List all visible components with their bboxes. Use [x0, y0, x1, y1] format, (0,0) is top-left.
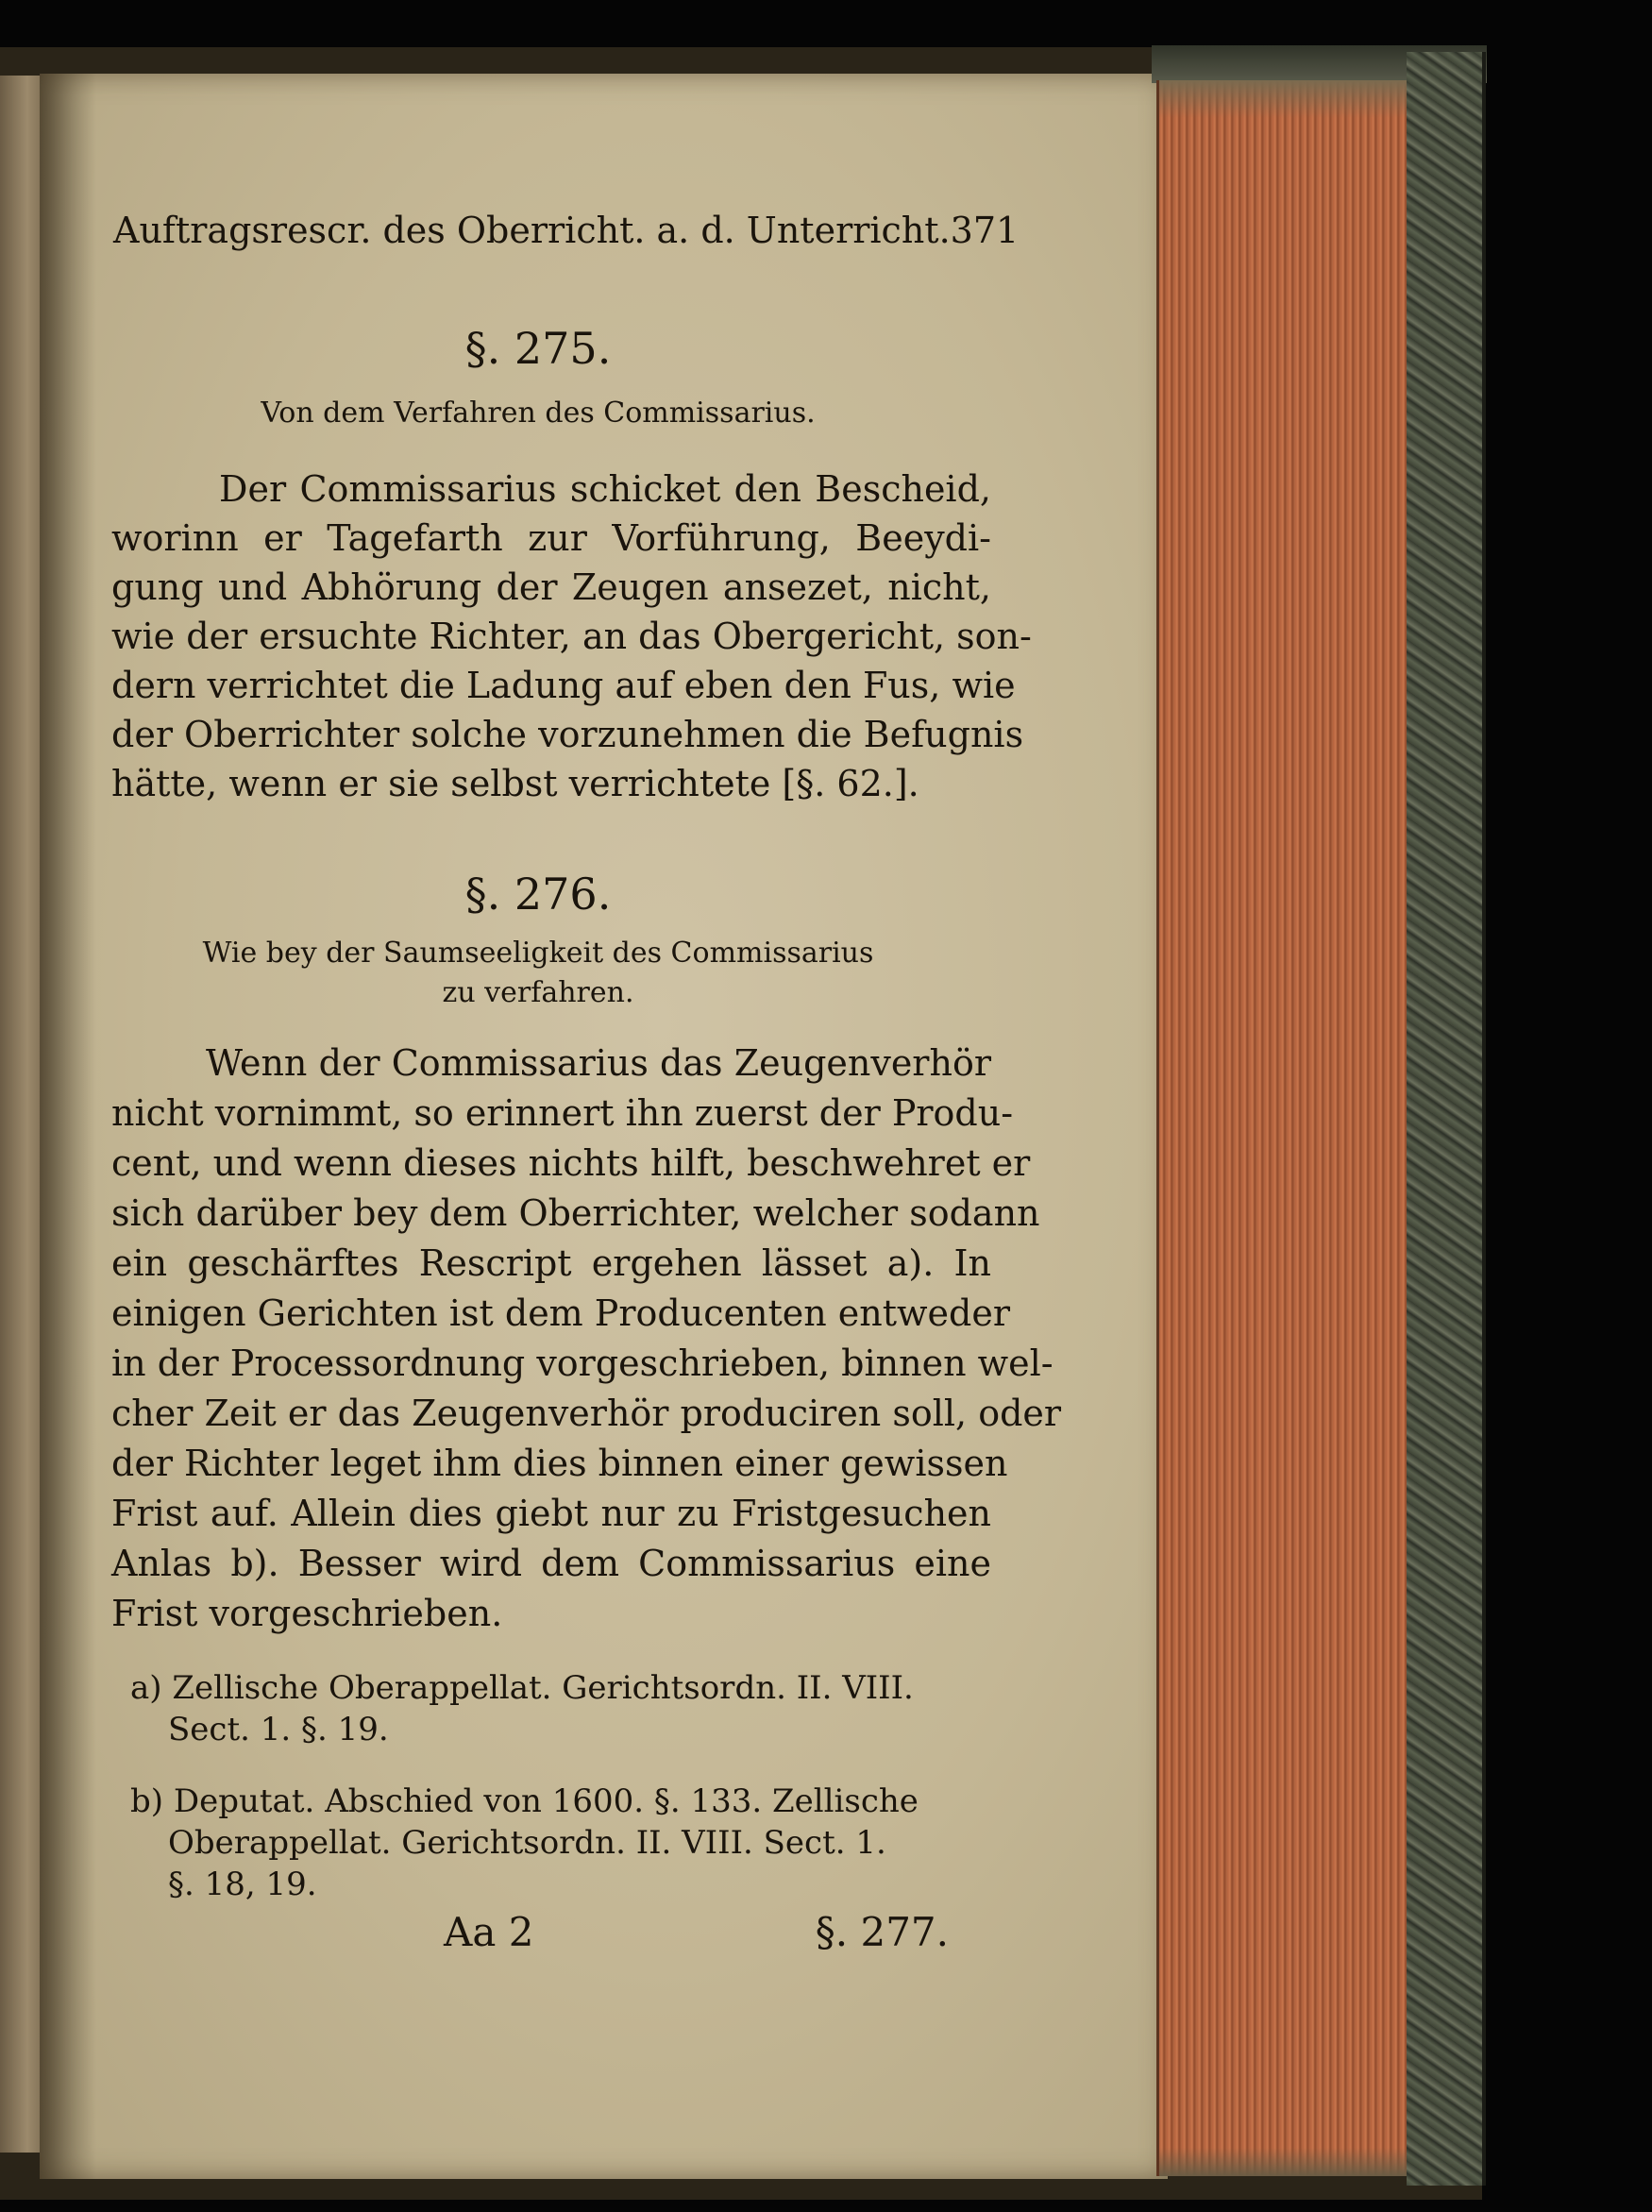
running-head — [113, 210, 1020, 251]
section-heading: zu verfahren. — [442, 976, 634, 1009]
footnote-line: b) Deputat. Abschied von 1600. §. 133. Zellische — [130, 1782, 919, 1820]
body-line: cent, und wenn dieses nichts hilft, beschwehret er — [111, 1142, 1031, 1184]
catchword: §. 277. — [815, 1909, 949, 1955]
body-line: Frist vorgeschrieben. — [111, 1593, 503, 1634]
footnote-line: Sect. 1. §. 19. — [168, 1711, 389, 1748]
section-heading: Wie bey der Saumseeligkeit des Commissarius — [202, 937, 874, 970]
body-line: sich darüber bey dem Oberrichter, welcher sodann — [111, 1192, 1040, 1234]
body-line: hätte, wenn er sie selbst verrichtete [§. 62.]. — [111, 763, 919, 804]
body-line: Anlas b). Besser wird dem Commissarius eine — [111, 1543, 991, 1584]
body-line: cher Zeit er das Zeugenverhör produciren soll, oder — [111, 1393, 1062, 1434]
body-line: dern verrichtet die Ladung auf eben den Fus, wie — [111, 665, 1016, 706]
page-edges — [1156, 80, 1414, 2176]
section-number: §. 276. — [464, 869, 612, 920]
body-line: Wenn der Commissarius das Zeugenverhör — [206, 1042, 991, 1084]
body-line: der Oberrichter solche vorzunehmen die Befugnis — [111, 714, 1024, 755]
body-line: in der Processordnung vorgeschrieben, binnen wel- — [111, 1342, 1054, 1384]
marbled-cover — [1407, 52, 1486, 2186]
footnote-line: a) Zellische Oberappellat. Gerichtsordn. II. VIII. — [130, 1669, 914, 1707]
body-line: der Richter leget ihm dies binnen einer gewissen — [111, 1443, 1008, 1484]
section-heading: Von dem Verfahren des Commissarius. — [261, 397, 816, 430]
body-line: wie der ersuchte Richter, an das Obergericht, son- — [111, 616, 1032, 657]
body-line: einigen Gerichten ist dem Producenten entweder — [111, 1292, 1010, 1334]
gutter-shadow — [40, 74, 96, 2179]
page-number: 371 — [950, 210, 1020, 251]
body-line: nicht vornimmt, so erinnert ihn zuerst der Produ- — [111, 1092, 1014, 1134]
body-line: ein geschärftes Rescript ergehen lässet a). In — [111, 1242, 991, 1284]
signature-mark: Aa 2 — [444, 1909, 534, 1955]
running-head-title: Auftragsrescr. des Oberricht. a. d. Unterricht. — [113, 210, 951, 251]
section-number: §. 275. — [464, 323, 612, 374]
footnote-line: §. 18, 19. — [168, 1866, 317, 1903]
body-line: worinn er Tagefarth zur Vorführung, Beeydi- — [111, 517, 991, 559]
footnote-line: Oberappellat. Gerichtsordn. II. VIII. Sect. 1. — [168, 1824, 886, 1862]
page-bottom-line — [444, 1909, 949, 1955]
facing-page-edge — [0, 76, 45, 2153]
body-line: Der Commissarius schicket den Bescheid, — [219, 468, 991, 510]
body-line: Frist auf. Allein dies giebt nur zu Fristgesuchen — [111, 1493, 991, 1534]
body-line: gung und Abhörung der Zeugen ansezet, nicht, — [111, 566, 991, 608]
